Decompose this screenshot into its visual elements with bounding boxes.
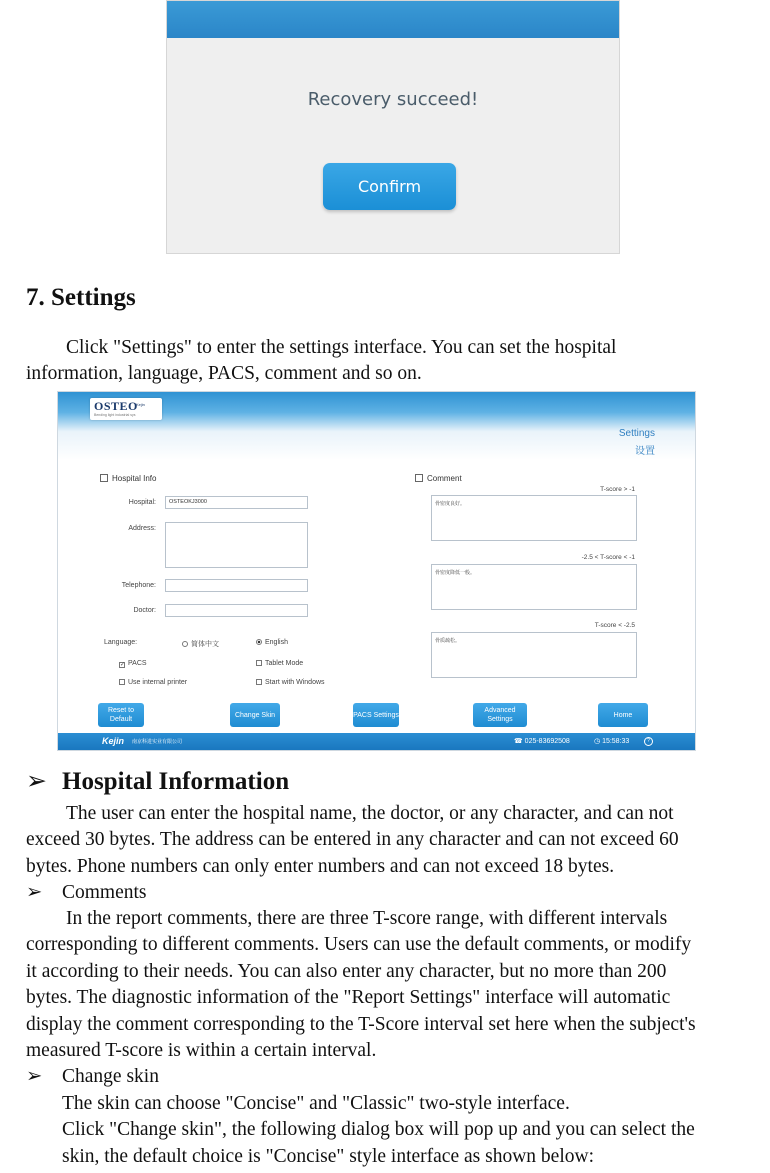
intro-line: information, language, PACS, comment and so on.: [26, 363, 422, 385]
hospital-information-heading-row: [26, 766, 289, 796]
paragraph-line: The user can enter the hospital name, the doctor, or any character, and can not: [66, 803, 674, 824]
address-input[interactable]: [165, 522, 308, 568]
checkbox-icon: [256, 660, 262, 666]
pacs-settings-button[interactable]: PACS Settings: [353, 703, 399, 727]
paragraph-line: it according to their needs. You can also enter any character, but no more than 200: [26, 960, 667, 982]
arrow-bullet-icon: ➢: [26, 880, 43, 903]
comment-title: Comment: [415, 474, 462, 483]
hospital-input[interactable]: OSTEOKJ3000: [165, 496, 308, 509]
paragraph-line: corresponding to different comments. Users can use the default comments, or modify: [26, 934, 692, 956]
checkbox-checked-icon: ✓: [120, 662, 126, 668]
address-label: Address:: [128, 525, 156, 532]
doctor-label: Doctor:: [133, 607, 156, 614]
reset-to-default-button[interactable]: Reset to Default: [98, 703, 144, 727]
radio-icon: [182, 641, 188, 647]
help-icon[interactable]: ?: [644, 737, 653, 746]
paragraph-line: Click "Change skin", the following dialog box will pop up and you can select the: [62, 1119, 695, 1141]
radio-selected-icon: [256, 639, 262, 645]
hospital-information-heading: Hospital Information: [62, 768, 290, 795]
internal-printer-checkbox[interactable]: Use internal printer: [119, 679, 187, 686]
paragraph-line: In the report comments, there are three T-score range, with different intervals: [66, 908, 668, 929]
recovery-message: Recovery succeed!: [307, 89, 479, 110]
comments-heading-row: [26, 880, 147, 904]
comments-heading: Comments: [62, 882, 147, 903]
checkbox-icon: [256, 679, 262, 685]
t-score-range: T-score < -2.5: [594, 622, 635, 629]
language-label: Language:: [104, 639, 138, 646]
comment-input[interactable]: 骨密度降低一般。: [431, 564, 637, 610]
footer-phone: ☎ 025-83692508: [514, 738, 570, 745]
advanced-settings-button[interactable]: Advanced Settings: [473, 703, 527, 727]
arrow-bullet-icon: ➢: [26, 1064, 43, 1087]
comment-input[interactable]: 骨质疏松。: [431, 632, 637, 678]
t-score-range: -2.5 < T-score < -1: [581, 554, 635, 561]
change-skin-heading-row: [26, 1064, 159, 1088]
telephone-label: Telephone:: [121, 582, 156, 589]
footer-time: ◷ 15:58:33: [594, 738, 630, 745]
language-option-english[interactable]: English: [256, 639, 288, 646]
t-score-range: T-score > -1: [600, 486, 635, 493]
paragraph-line: bytes. Phone numbers can only enter numbers and can not exceed 18 bytes.: [26, 855, 615, 877]
start-with-windows-checkbox[interactable]: Start with Windows: [256, 679, 325, 686]
recovery-dialog: [166, 0, 620, 254]
info-icon: [100, 474, 108, 482]
paragraph-line: skin, the default choice is "Concise" style interface as shown below:: [62, 1145, 594, 1167]
pacs-checkbox[interactable]: ✓ PACS: [120, 660, 147, 668]
arrow-bullet-icon: ➢: [26, 766, 47, 795]
hospital-info-title: Hospital Info: [100, 474, 156, 483]
paragraph-line: exceed 30 bytes. The address can be entered in any character and can not exceed 60: [26, 829, 679, 851]
dialog-header: [167, 1, 619, 38]
telephone-input[interactable]: [165, 579, 308, 592]
hospital-label: Hospital:: [128, 499, 156, 506]
tablet-mode-checkbox[interactable]: Tablet Mode: [256, 660, 303, 667]
settings-screenshot: [57, 391, 696, 751]
settings-title: Settings: [618, 428, 655, 439]
intro-line: Click "Settings" to enter the settings interface. You can set the hospital: [66, 337, 617, 358]
section-heading: 7. Settings: [26, 284, 136, 311]
home-button[interactable]: Home: [598, 703, 648, 727]
intro-paragraph: [26, 335, 736, 388]
comment-icon: [415, 474, 423, 482]
comments-paragraph: [26, 906, 736, 1064]
checkbox-icon: [119, 679, 125, 685]
doctor-input[interactable]: [165, 604, 308, 617]
app-footer: [58, 733, 695, 750]
paragraph-line: display the comment corresponding to the T-Score interval set here when the subject's: [26, 1013, 696, 1035]
language-option-chinese[interactable]: 简体中文: [182, 639, 219, 649]
settings-title-cn: 设置: [635, 446, 655, 457]
osteo-logo: OSTEO Kejin Bending light industrial sys: [90, 398, 162, 420]
change-skin-heading: Change skin: [62, 1066, 159, 1087]
change-skin-paragraph: [62, 1091, 742, 1170]
footer-company: 南京科进实业有限公司: [132, 739, 183, 745]
footer-brand: Kejin: [102, 736, 125, 746]
change-skin-button[interactable]: Change Skin: [230, 703, 280, 727]
comment-input[interactable]: 骨密度良好。: [431, 495, 637, 541]
confirm-button[interactable]: Confirm: [323, 163, 456, 210]
paragraph-line: measured T-score is within a certain interval.: [26, 1040, 377, 1062]
hospital-information-paragraph: [26, 801, 736, 880]
paragraph-line: bytes. The diagnostic information of the "Report Settings" interface will automatic: [26, 987, 671, 1009]
paragraph-line: The skin can choose "Concise" and "Classic" two-style interface.: [62, 1093, 570, 1114]
